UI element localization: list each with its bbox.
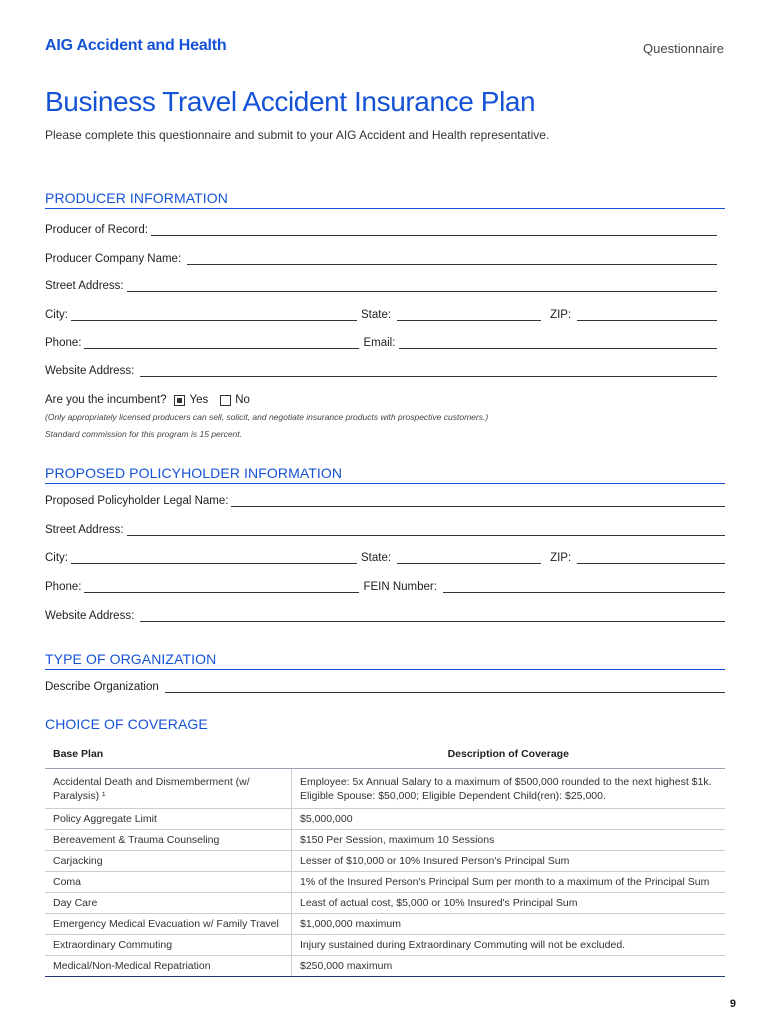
- producer-city-label: City:: [45, 309, 68, 321]
- plan-cell: Day Care: [45, 893, 292, 914]
- producer-street-row: [45, 280, 717, 292]
- producer-street-label: Street Address:: [45, 280, 124, 292]
- policyholder-street-label: Street Address:: [45, 524, 124, 536]
- description-cell: $1,000,000 maximum: [292, 914, 726, 935]
- policyholder-name-label: Proposed Policyholder Legal Name:: [45, 495, 229, 507]
- description-cell: $5,000,000: [292, 809, 726, 830]
- brand-logo-text: AIG Accident and Health: [45, 37, 227, 54]
- policyholder-website-field[interactable]: [140, 610, 725, 622]
- policyholder-street-field[interactable]: [127, 524, 725, 536]
- coverage-header-row: [45, 742, 725, 769]
- plan-cell: Extraordinary Commuting: [45, 935, 292, 956]
- commission-note: Standard commission for this program is 15 percent.: [45, 429, 243, 439]
- policyholder-phone-field[interactable]: [84, 581, 359, 593]
- organization-field[interactable]: [165, 681, 725, 693]
- producer-company-label: Producer Company Name:: [45, 253, 182, 265]
- plan-cell: Emergency Medical Evacuation w/ Family Travel: [45, 914, 292, 935]
- policyholder-name-field[interactable]: [231, 495, 725, 507]
- table-row: [45, 851, 725, 872]
- producer-phone-row: [45, 337, 717, 349]
- producer-website-field[interactable]: [140, 365, 717, 377]
- coverage-heading: CHOICE OF COVERAGE: [45, 716, 208, 732]
- policyholder-city-row: [45, 552, 725, 564]
- description-cell: Least of actual cost, $5,000 or 10% Insured's Principal Sum: [292, 893, 726, 914]
- organization-row: [45, 681, 725, 693]
- producer-phone-label: Phone:: [45, 337, 82, 349]
- policyholder-zip-field[interactable]: [577, 552, 725, 564]
- producer-record-row: [45, 224, 717, 236]
- producer-company-row: [45, 253, 717, 265]
- policyholder-heading: PROPOSED POLICYHOLDER INFORMATION: [45, 465, 725, 484]
- plan-cell: Medical/Non-Medical Repatriation: [45, 956, 292, 977]
- description-header: Description of Coverage: [292, 742, 726, 769]
- producer-phone-field[interactable]: [84, 337, 359, 349]
- organization-label: Describe Organization: [45, 681, 159, 693]
- producer-city-field[interactable]: [71, 309, 357, 321]
- policyholder-section: [45, 465, 725, 635]
- incumbent-no-label: No: [235, 394, 250, 406]
- table-row: [45, 956, 725, 977]
- producer-website-label: Website Address:: [45, 365, 135, 377]
- policyholder-street-row: [45, 524, 725, 536]
- policyholder-fein-label: FEIN Number:: [363, 581, 437, 593]
- policyholder-fein-field[interactable]: [443, 581, 725, 593]
- producer-zip-field[interactable]: [577, 309, 717, 321]
- policyholder-city-label: City:: [45, 552, 68, 564]
- page-title: Business Travel Accident Insurance Plan: [45, 86, 536, 117]
- description-cell: 1% of the Insured Person's Principal Sum per month to a maximum of the Principal Sum: [292, 872, 726, 893]
- table-row: [45, 809, 725, 830]
- producer-email-label: Email:: [363, 337, 396, 349]
- producer-email-field[interactable]: [399, 337, 717, 349]
- producer-city-row: [45, 309, 717, 321]
- table-row: [45, 914, 725, 935]
- producer-section: [45, 190, 725, 450]
- page-subtitle: Please complete this questionnaire and submit to your AIG Accident and Health representative.: [45, 128, 550, 142]
- description-cell: $150 Per Session, maximum 10 Sessions: [292, 830, 726, 851]
- policyholder-state-field[interactable]: [397, 552, 541, 564]
- table-row: [45, 769, 725, 809]
- incumbent-no-checkbox[interactable]: [220, 395, 231, 406]
- coverage-table: [45, 742, 725, 977]
- description-cell: Lesser of $10,000 or 10% Insured Person's Principal Sum: [292, 851, 726, 872]
- table-row: [45, 893, 725, 914]
- table-row: [45, 935, 725, 956]
- plan-cell: Coma: [45, 872, 292, 893]
- producer-state-field[interactable]: [397, 309, 541, 321]
- description-cell: $250,000 maximum: [292, 956, 726, 977]
- policyholder-phone-label: Phone:: [45, 581, 82, 593]
- description-cell: Injury sustained during Extraordinary Commuting will not be excluded.: [292, 935, 726, 956]
- document-type: Questionnaire: [643, 41, 724, 56]
- producer-state-label: State:: [361, 309, 392, 321]
- producer-record-field[interactable]: [151, 224, 717, 236]
- policyholder-zip-label: ZIP:: [550, 552, 572, 564]
- policyholder-city-field[interactable]: [71, 552, 357, 564]
- producer-company-field[interactable]: [187, 253, 717, 265]
- policyholder-website-row: [45, 610, 725, 622]
- policyholder-name-row: [45, 495, 725, 507]
- description-cell: Employee: 5x Annual Salary to a maximum of $500,000 rounded to the next highest $1k. Eligible Spouse: $50,000; Eligible Dependent Child(ren): $25,000.: [292, 769, 726, 809]
- plan-cell: Bereavement & Trauma Counseling: [45, 830, 292, 851]
- plan-cell: Accidental Death and Dismemberment (w/ Paralysis) ¹: [45, 769, 292, 809]
- incumbent-yes-checkbox[interactable]: [174, 395, 185, 406]
- plan-cell: Policy Aggregate Limit: [45, 809, 292, 830]
- organization-section: [45, 651, 725, 701]
- incumbent-label: Are you the incumbent?: [45, 394, 167, 406]
- base-plan-header: Base Plan: [45, 742, 292, 769]
- table-row: [45, 872, 725, 893]
- organization-heading: TYPE OF ORGANIZATION: [45, 651, 725, 670]
- policyholder-state-label: State:: [361, 552, 392, 564]
- licensing-note: (Only appropriately licensed producers can sell, solicit, and negotiate insurance products with prospective customers.): [45, 412, 489, 422]
- producer-record-label: Producer of Record:: [45, 224, 148, 236]
- policyholder-phone-row: [45, 581, 725, 593]
- plan-cell: Carjacking: [45, 851, 292, 872]
- incumbent-yes-label: Yes: [189, 394, 209, 406]
- producer-website-row: [45, 365, 717, 377]
- producer-zip-label: ZIP:: [550, 309, 572, 321]
- producer-street-field[interactable]: [127, 280, 717, 292]
- page-number: 9: [729, 998, 736, 1010]
- incumbent-row: [45, 394, 250, 406]
- table-row: [45, 830, 725, 851]
- coverage-section: [45, 716, 725, 976]
- policyholder-website-label: Website Address:: [45, 610, 135, 622]
- producer-heading: PRODUCER INFORMATION: [45, 190, 725, 209]
